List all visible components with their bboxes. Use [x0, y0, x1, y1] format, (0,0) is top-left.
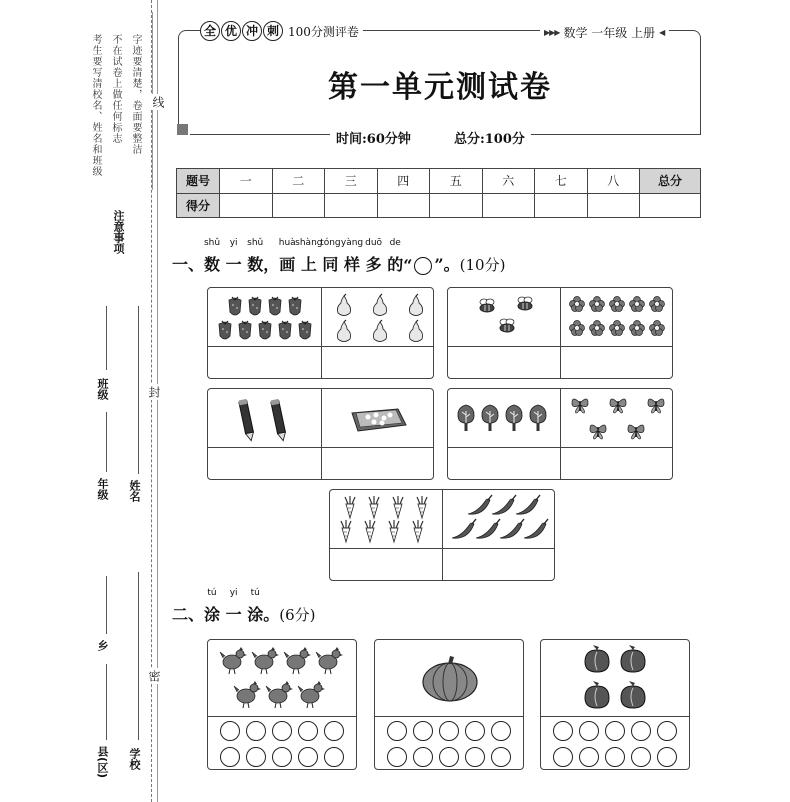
color-card	[207, 639, 357, 770]
card-divider	[208, 447, 433, 448]
answer-circle[interactable]	[324, 747, 344, 767]
answer-circle[interactable]	[220, 721, 240, 741]
total-header: 总分	[640, 169, 701, 194]
answer-circles[interactable]	[387, 721, 511, 767]
butterfly-icon	[566, 393, 670, 445]
score-cell[interactable]	[272, 193, 325, 218]
answer-circle[interactable]	[631, 747, 651, 767]
answer-circle[interactable]	[491, 721, 511, 741]
school-rule	[138, 572, 139, 740]
time-info	[330, 128, 531, 147]
ruby-word	[320, 238, 341, 275]
answer-circle[interactable]	[553, 721, 573, 741]
answer-circle[interactable]	[246, 747, 266, 767]
card-vdivider	[321, 288, 322, 378]
hanzi: 数	[204, 255, 221, 274]
tree-icon	[454, 401, 556, 437]
card-vdivider	[560, 389, 561, 479]
answer-circle[interactable]	[579, 747, 599, 767]
flower-icon	[565, 294, 671, 342]
question-2-line	[172, 588, 316, 625]
carrot-icon	[334, 494, 438, 546]
card-divider	[208, 716, 356, 717]
note-line-1: 考生要写清校名、姓名和班级	[90, 34, 101, 177]
answer-circle[interactable]	[631, 721, 651, 741]
answer-circle[interactable]	[387, 747, 407, 767]
score-cell[interactable]	[535, 193, 588, 218]
ruby-word	[247, 588, 264, 625]
hanzi: 画	[279, 255, 296, 274]
answer-circle[interactable]	[605, 747, 625, 767]
arrow-left-icon: ◀	[659, 27, 666, 37]
total-score-label: 总分:100分	[453, 132, 525, 147]
answer-circles[interactable]	[553, 721, 677, 767]
score-cell[interactable]	[377, 193, 430, 218]
question-2-number: 二、	[172, 605, 205, 624]
answer-circle[interactable]	[553, 747, 573, 767]
card-vdivider	[442, 490, 443, 580]
pinyin: yi	[229, 238, 238, 248]
column-header: 一	[220, 169, 273, 194]
score-cell[interactable]	[482, 193, 535, 218]
ruby-word	[247, 238, 264, 275]
answer-circle[interactable]	[413, 721, 433, 741]
answer-circle[interactable]	[324, 721, 344, 741]
pinyin: huà	[278, 238, 296, 248]
hanzi: 数	[247, 255, 264, 274]
column-header: 八	[587, 169, 640, 194]
chicken-icon	[214, 644, 352, 712]
answer-circle[interactable]	[272, 747, 292, 767]
ruby-word	[225, 588, 242, 625]
answer-circle[interactable]	[605, 721, 625, 741]
pepper-icon	[448, 494, 552, 546]
count-card	[447, 388, 673, 480]
brand-char: 冲	[242, 21, 262, 41]
score-cell[interactable]	[325, 193, 378, 218]
hanzi: 涂	[204, 605, 221, 624]
answer-circle[interactable]	[298, 721, 318, 741]
answer-circles[interactable]	[220, 721, 344, 767]
grade-tag-text: 数学 一年级 上册	[563, 25, 656, 40]
quote-close: ”。	[434, 255, 460, 274]
answer-circle[interactable]	[298, 747, 318, 767]
card-vdivider	[321, 389, 322, 479]
grade-rule	[106, 412, 107, 472]
card-vdivider	[560, 288, 561, 378]
county-rule	[106, 664, 107, 740]
pinyin: de	[389, 238, 401, 248]
bee-icon	[470, 294, 550, 340]
answer-circle[interactable]	[387, 721, 407, 741]
question-1-line	[172, 238, 506, 275]
hanzi: 一	[225, 255, 242, 274]
brand	[200, 20, 363, 42]
grade-label: 年级	[96, 478, 109, 500]
count-card	[329, 489, 555, 581]
header-corner-square	[177, 124, 188, 135]
ruby-word	[278, 238, 296, 275]
card-divider	[330, 548, 554, 549]
table-row	[177, 169, 701, 194]
note-line-2: 不在试卷上做任何标志	[110, 34, 121, 144]
page-title: 第一单元测试卷	[328, 70, 552, 105]
name-rule	[138, 306, 139, 474]
hanzi: 上	[300, 255, 317, 274]
pinyin: yàng	[340, 238, 364, 248]
pinyin: shǔ	[247, 238, 264, 248]
color-card	[374, 639, 524, 770]
quote-open: “	[403, 256, 413, 275]
column-header: 二	[272, 169, 325, 194]
strawberry-icon	[212, 292, 316, 344]
answer-circle[interactable]	[246, 721, 266, 741]
ruby-word	[203, 238, 221, 275]
brand-char: 优	[221, 21, 241, 41]
ruby-word	[225, 238, 242, 275]
hanzi: 多	[365, 255, 382, 274]
hanzi: 的	[387, 255, 404, 274]
card-divider	[541, 716, 689, 717]
township-rule	[106, 576, 107, 634]
column-header: 四	[377, 169, 430, 194]
score-cell[interactable]	[587, 193, 640, 218]
brand-char: 全	[200, 21, 220, 41]
answer-circle[interactable]	[579, 721, 599, 741]
table-row	[177, 193, 701, 218]
column-header: 六	[482, 169, 535, 194]
brand-char: 刺	[263, 21, 283, 41]
card-divider	[375, 716, 523, 717]
answer-circle[interactable]	[413, 747, 433, 767]
county-label: 县(区)	[96, 746, 109, 779]
pumpkin-icon	[419, 654, 481, 704]
arrows-right-icon: ▶▶▶	[544, 27, 560, 37]
pinyin: shàng	[295, 238, 323, 248]
ruby-word	[204, 588, 221, 625]
peach-icon	[579, 642, 653, 712]
ruby-word	[340, 238, 364, 275]
question-1-points: (10分)	[459, 256, 506, 274]
brand-subtitle: 100分测评卷	[288, 24, 359, 39]
column-header: 五	[430, 169, 483, 194]
name-label: 姓名	[128, 480, 141, 502]
school-label: 学校	[128, 748, 141, 770]
question-1-number: 一、	[172, 255, 205, 274]
question-2-end: 。	[263, 605, 280, 624]
pencil-case-icon	[348, 401, 410, 437]
pinyin: duō	[365, 238, 383, 248]
pinyin: tú	[207, 588, 217, 598]
column-header: 三	[325, 169, 378, 194]
class-label: 班级	[96, 378, 109, 400]
color-card	[540, 639, 690, 770]
hanzi: 样	[344, 255, 361, 274]
answer-circle[interactable]	[657, 721, 677, 741]
score-cell[interactable]	[430, 193, 483, 218]
row-label-number: 题号	[177, 169, 220, 194]
answer-circle[interactable]	[657, 747, 677, 767]
card-divider	[448, 346, 672, 347]
pencil-icon	[236, 397, 296, 445]
count-card	[207, 388, 434, 480]
score-cell[interactable]	[220, 193, 273, 218]
grade-tag	[540, 22, 669, 42]
hanzi: 涂	[247, 605, 264, 624]
question-2-points: (6分)	[279, 606, 316, 624]
hanzi: 一	[225, 605, 242, 624]
answer-circle[interactable]	[272, 721, 292, 741]
township-label: 乡	[96, 640, 109, 651]
score-table	[176, 168, 701, 218]
answer-circle[interactable]	[439, 747, 459, 767]
pinyin: yi	[229, 588, 238, 598]
note-line-3: 字迹要清楚，卷面要整洁	[130, 34, 141, 155]
class-rule	[106, 306, 107, 370]
pinyin: tú	[250, 588, 260, 598]
answer-circle[interactable]	[491, 747, 511, 767]
circle-symbol-icon	[414, 257, 432, 275]
ruby-word	[263, 252, 279, 275]
time-label: 时间:60分钟	[336, 132, 411, 147]
hanzi: 同	[322, 255, 339, 274]
total-score-cell[interactable]	[640, 193, 701, 218]
answer-circle[interactable]	[439, 721, 459, 741]
ruby-word	[365, 238, 383, 275]
column-header: 七	[535, 169, 588, 194]
seal-char-secret: 密	[147, 670, 161, 682]
answer-circle[interactable]	[465, 747, 485, 767]
answer-circle[interactable]	[220, 747, 240, 767]
ruby-word	[295, 238, 323, 275]
row-label-score: 得分	[177, 193, 220, 218]
answer-circle[interactable]	[465, 721, 485, 741]
hanzi: ，	[263, 255, 280, 274]
count-card	[207, 287, 434, 379]
pinyin: shǔ	[203, 238, 221, 248]
card-divider	[208, 346, 433, 347]
pear-icon	[326, 292, 430, 344]
pinyin: tóng	[320, 238, 341, 248]
count-card	[447, 287, 673, 379]
seal-char-seal: 封	[147, 386, 161, 398]
ruby-word	[387, 238, 404, 275]
notes-box	[82, 12, 153, 190]
notes-title: 注意事项	[112, 210, 125, 254]
seal-char-line: 线	[151, 96, 165, 108]
card-divider	[448, 447, 672, 448]
